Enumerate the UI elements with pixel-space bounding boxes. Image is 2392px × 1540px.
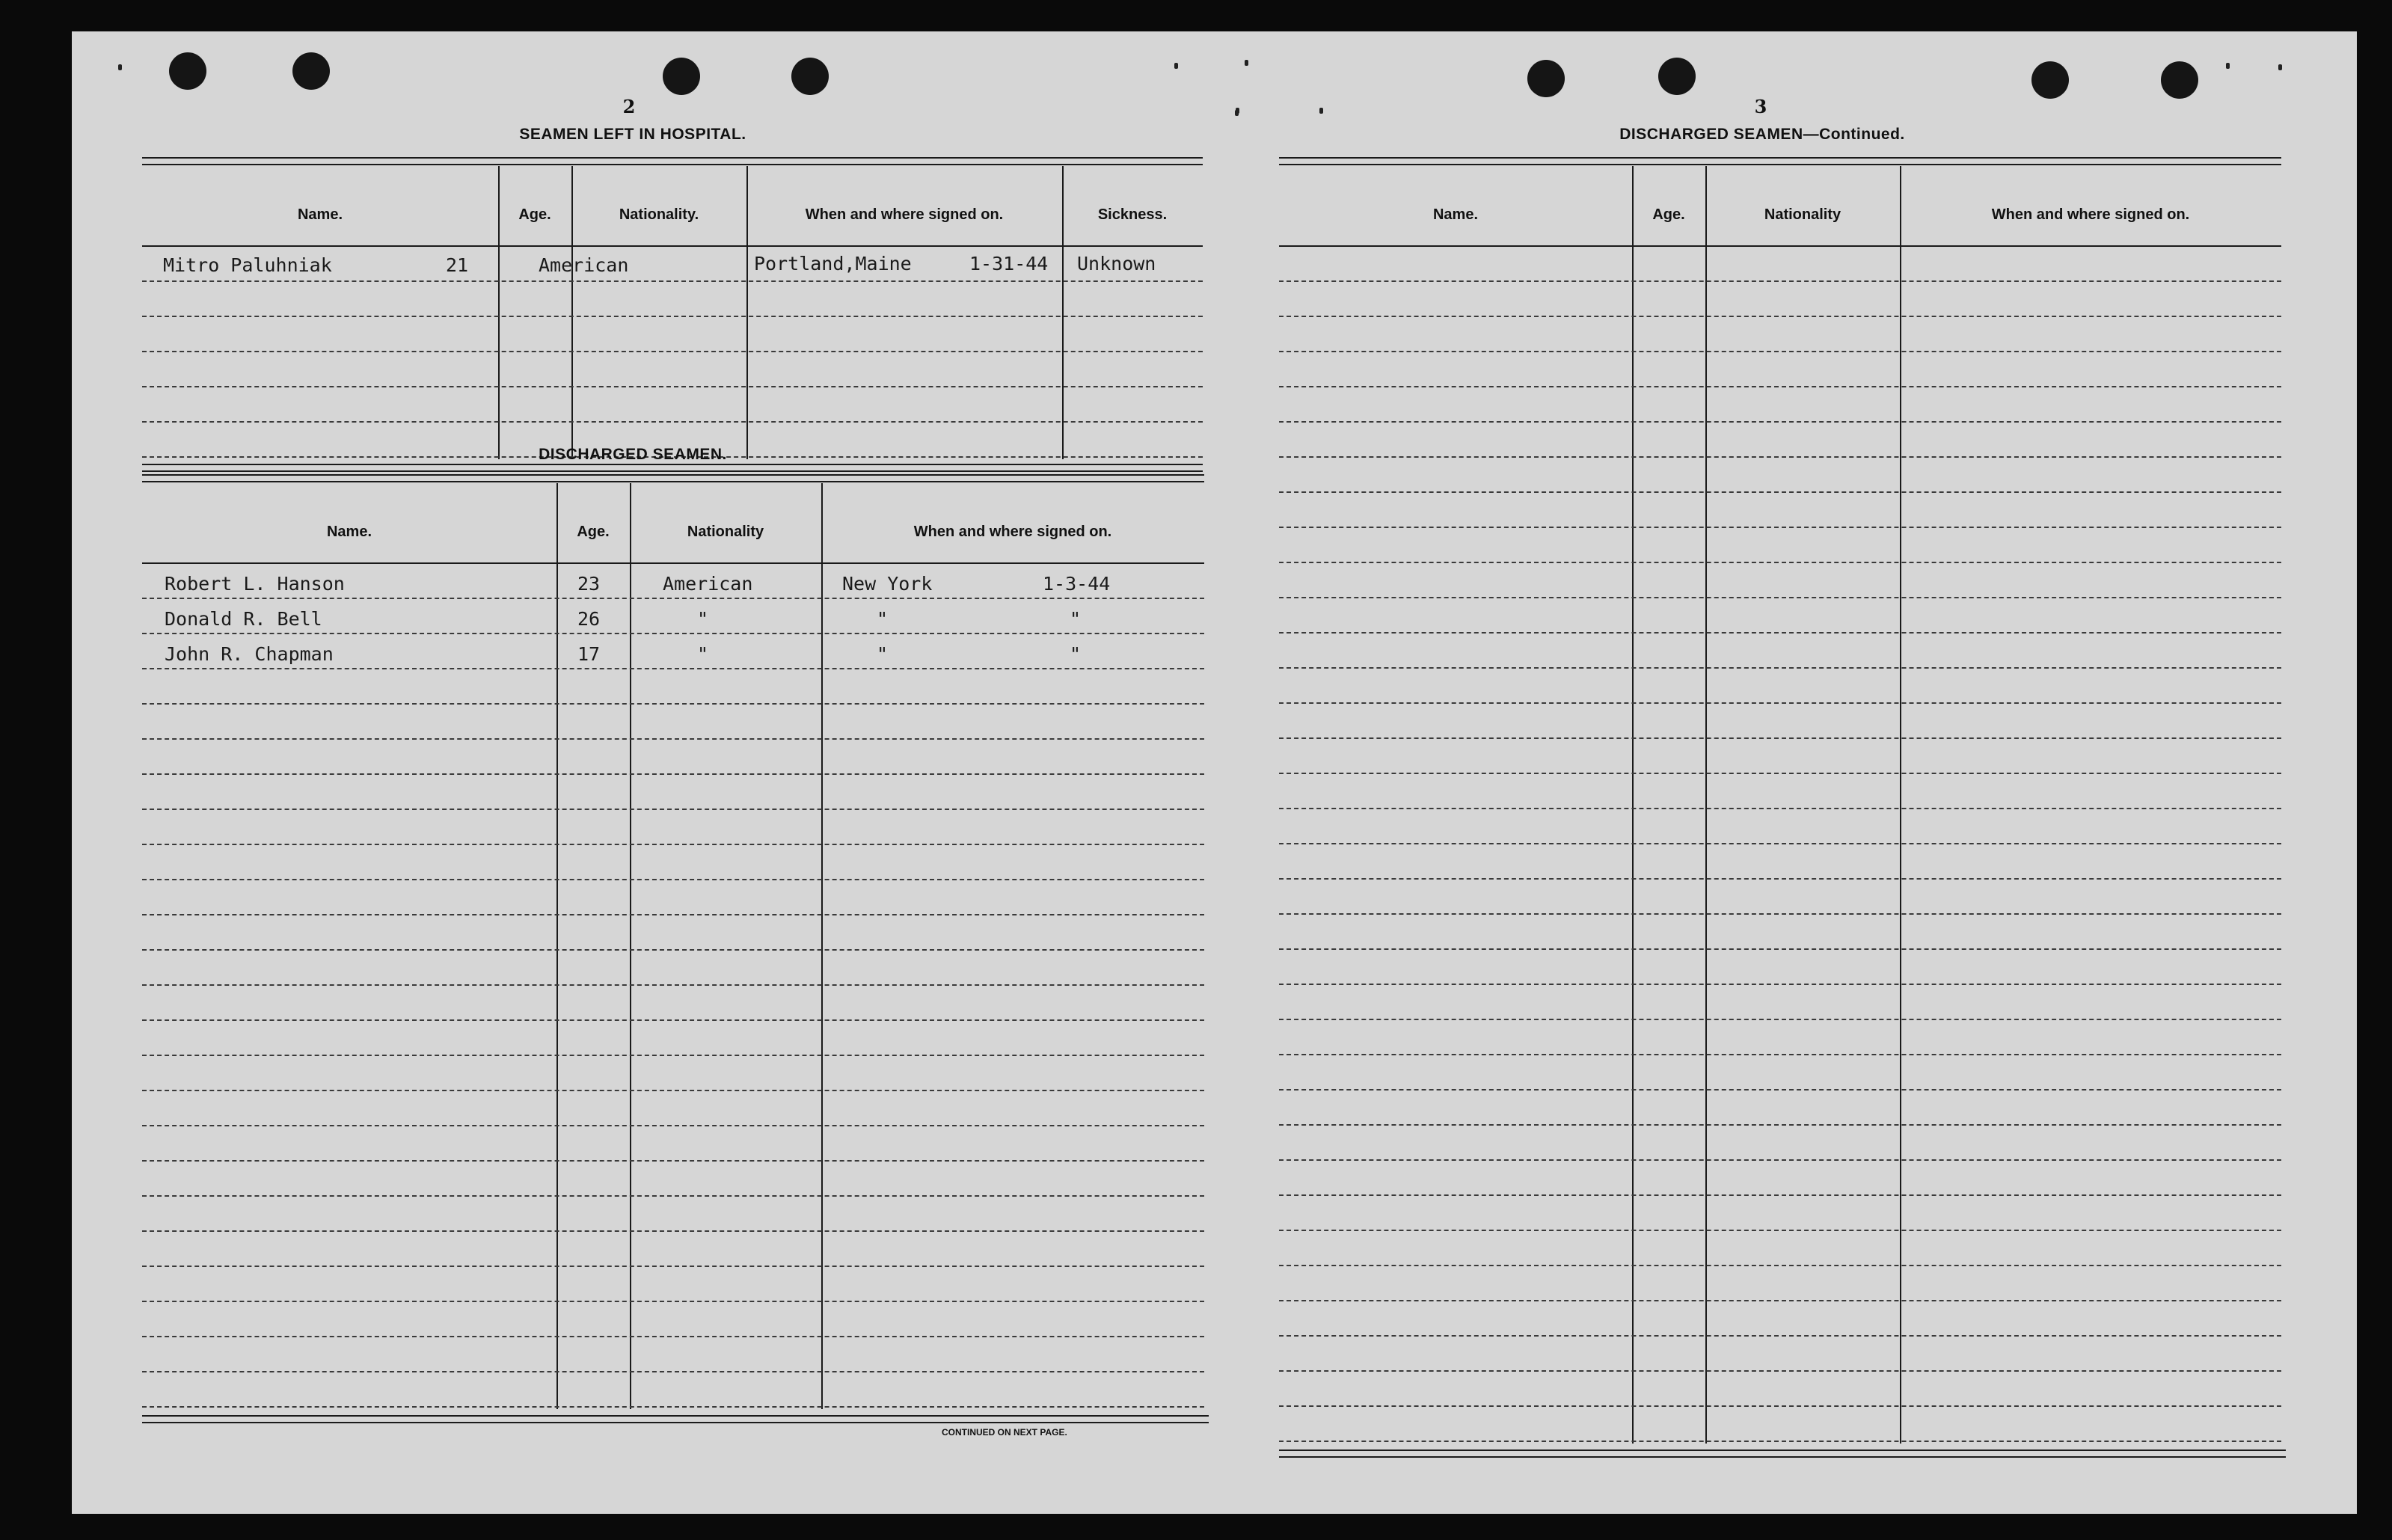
table-top-rule (1279, 157, 2281, 165)
column-header: Age. (1652, 206, 1685, 223)
table-top-rule (142, 157, 1203, 165)
discharged-name-cell: Robert L. Hanson (165, 573, 345, 595)
discharged-continued-title: DISCHARGED SEAMEN—Continued. (1619, 126, 1905, 143)
hospital-nationality-cell: American (539, 254, 629, 276)
row-line (1279, 737, 2281, 739)
row-line (1279, 667, 2281, 669)
row-line (142, 386, 1203, 387)
table-bottom-rule (1279, 1449, 2286, 1458)
row-line (1279, 1370, 2281, 1372)
row-line (1279, 948, 2281, 950)
column-divider (1705, 166, 1707, 1444)
left-page (72, 31, 1209, 1514)
column-header: When and where signed on. (1991, 206, 2190, 223)
row-line (1279, 984, 2281, 985)
discharged-date-cell: 1-3-44 (1043, 573, 1111, 595)
hospital-date-cell: 1-31-44 (969, 253, 1049, 274)
header-underline (1279, 245, 2281, 247)
column-header: Name. (297, 206, 343, 223)
row-line (142, 1266, 1204, 1267)
hospital-section-title: SEAMEN LEFT IN HOSPITAL. (519, 126, 746, 143)
row-line (142, 773, 1204, 775)
hospital-name-cell: Mitro Paluhniak (163, 254, 332, 276)
row-line (1279, 1405, 2281, 1407)
discharged-name-cell: John R. Chapman (165, 643, 334, 665)
column-header: Name. (1432, 206, 1479, 223)
row-line (1279, 386, 2281, 387)
table-bottom-rule (142, 1415, 1209, 1423)
row-line (1279, 878, 2281, 880)
column-header: Age. (518, 206, 551, 223)
row-line (142, 1301, 1204, 1302)
ditto-mark: " (1070, 608, 1082, 630)
row-line (142, 280, 1203, 282)
row-line (142, 738, 1204, 740)
column-header: Nationality. (619, 206, 699, 223)
column-header: Sickness. (1097, 206, 1168, 223)
row-line (142, 914, 1204, 915)
row-line (1279, 702, 2281, 704)
row-line (142, 844, 1204, 845)
row-line (1279, 808, 2281, 809)
hospital-sickness-cell: Unknown (1077, 253, 1156, 274)
header-underline (142, 245, 1203, 247)
row-line (142, 1160, 1204, 1162)
row-line (1279, 1265, 2281, 1266)
row-line (1279, 1300, 2281, 1301)
column-divider (1632, 166, 1634, 1444)
discharged-continued-table (1279, 157, 2281, 1466)
row-line (1279, 280, 2281, 282)
ditto-mark: " (877, 608, 889, 630)
discharged-age-cell: 26 (577, 608, 601, 630)
row-line (142, 1125, 1204, 1126)
row-line (1279, 1441, 2281, 1442)
hospital-bottom-rule (142, 464, 1203, 472)
row-line (142, 598, 1204, 599)
hospital-table (142, 157, 1168, 479)
hospital-place-cell: Portland,Maine (754, 253, 912, 274)
row-line (1279, 491, 2281, 493)
row-line (1279, 1230, 2281, 1231)
row-line (142, 1055, 1204, 1056)
header-underline (142, 562, 1204, 564)
row-line (142, 1406, 1204, 1408)
ditto-mark: " (697, 608, 709, 630)
row-line (142, 1090, 1204, 1091)
column-divider (571, 166, 573, 459)
discharged-section-title: DISCHARGED SEAMEN. (539, 446, 727, 463)
discharged-age-cell: 23 (577, 573, 601, 595)
row-line (142, 1195, 1204, 1197)
row-line (142, 984, 1204, 986)
hospital-age-cell: 21 (446, 254, 469, 276)
row-line (1279, 527, 2281, 528)
column-divider (498, 166, 500, 459)
row-line (142, 703, 1204, 705)
row-line (1279, 773, 2281, 774)
row-line (1279, 1019, 2281, 1020)
row-line (1279, 562, 2281, 563)
row-line (142, 809, 1204, 810)
discharged-age-cell: 17 (577, 643, 601, 665)
row-line (1279, 1124, 2281, 1126)
row-line (1279, 632, 2281, 634)
column-divider (630, 483, 631, 1409)
page-number: 3 (1754, 96, 1767, 117)
ditto-mark: " (1070, 643, 1082, 665)
discharged-table (142, 474, 1129, 1461)
row-line (142, 1019, 1204, 1021)
column-header: When and where signed on. (913, 524, 1112, 540)
row-line (1279, 316, 2281, 317)
row-line (1279, 351, 2281, 352)
row-line (142, 1371, 1204, 1372)
row-line (142, 668, 1204, 669)
row-line (142, 351, 1203, 352)
row-line (142, 421, 1203, 423)
row-line (1279, 1194, 2281, 1196)
column-header: Name. (326, 524, 372, 540)
row-line (142, 633, 1204, 634)
row-line (142, 316, 1203, 317)
row-line (1279, 913, 2281, 915)
right-page (1209, 31, 2357, 1514)
discharged-name-cell: Donald R. Bell (165, 608, 322, 630)
row-line (142, 879, 1204, 880)
column-header: Nationality (1764, 206, 1841, 223)
column-header: When and where signed on. (805, 206, 1004, 223)
ditto-mark: " (697, 643, 709, 665)
row-line (1279, 1054, 2281, 1055)
row-line (1279, 1335, 2281, 1337)
row-line (1279, 1159, 2281, 1161)
row-line (1279, 597, 2281, 598)
column-header: Age. (577, 524, 610, 540)
row-line (1279, 1089, 2281, 1090)
document-spread (72, 31, 2357, 1514)
table-top-rule (142, 474, 1204, 482)
page-number: 2 (622, 96, 636, 117)
row-line (1279, 843, 2281, 844)
ditto-mark: " (877, 643, 889, 665)
column-divider (746, 166, 748, 459)
row-line (1279, 421, 2281, 423)
row-line (142, 1230, 1204, 1232)
row-line (142, 1336, 1204, 1337)
column-divider (1900, 166, 1901, 1444)
column-divider (1062, 166, 1064, 459)
continued-note: CONTINUED ON NEXT PAGE. (942, 1427, 1067, 1438)
column-divider (821, 483, 823, 1409)
column-header: Nationality (687, 524, 764, 540)
column-divider (556, 483, 558, 1409)
row-line (1279, 456, 2281, 458)
row-line (142, 949, 1204, 951)
discharged-nationality-cell: American (663, 573, 753, 595)
discharged-place-cell: New York (842, 573, 933, 595)
